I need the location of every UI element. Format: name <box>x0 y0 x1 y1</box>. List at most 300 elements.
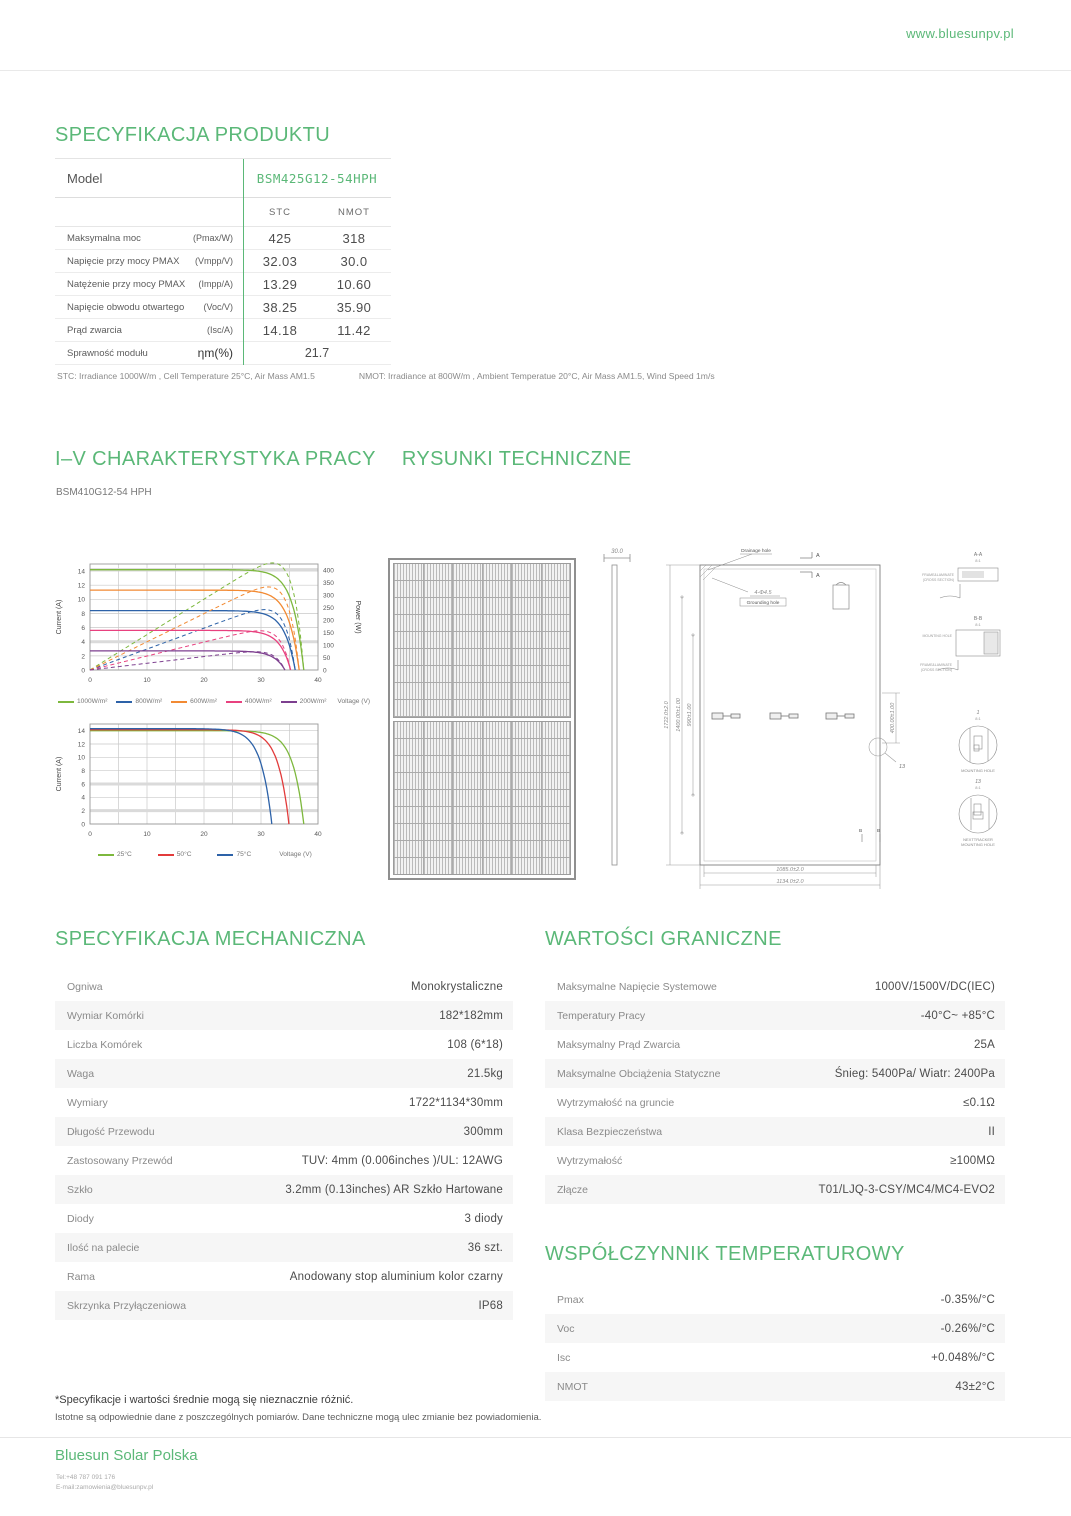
junction-box <box>833 583 849 610</box>
panel-cell <box>483 773 512 789</box>
panel-cell <box>453 564 482 580</box>
detail-bb-scale: 8:1 <box>975 622 981 627</box>
row-value: T01/LJQ-3-CSY/MC4/MC4-EVO2 <box>818 1183 995 1196</box>
row-value: +0.048%/°C <box>931 1351 995 1364</box>
panel-cell <box>483 615 512 631</box>
row-label: Liczba Komórek <box>67 1038 143 1051</box>
section-b-marks <box>862 834 880 842</box>
row-label: Maksymalne Obciążenia Statyczne <box>557 1067 721 1080</box>
detail-aa-caption1: FRAME&LAMINATE <box>922 573 954 577</box>
panel-cell <box>542 858 571 874</box>
side-view <box>604 554 630 865</box>
legend-swatch <box>58 701 74 703</box>
company-name: Bluesun Solar Polska <box>55 1447 198 1464</box>
panel-cell <box>453 683 482 699</box>
mounting-hole-caption: MOUNTING HOLE <box>961 768 995 773</box>
panel-cell <box>453 722 482 738</box>
panel-cell <box>453 700 482 716</box>
green-divider-line <box>243 159 244 365</box>
panel-cell <box>424 773 453 789</box>
svg-text:350: 350 <box>323 580 334 588</box>
corner-hatch <box>700 565 715 580</box>
table-row <box>55 1146 513 1175</box>
svg-text:0: 0 <box>88 831 92 838</box>
spec-table-row: Maksymalna moc (Pmax/W) 425 318 <box>55 227 391 250</box>
svg-text:Current (A): Current (A) <box>56 599 63 635</box>
panel-cell <box>453 581 482 597</box>
footer-divider <box>0 1437 1071 1438</box>
dim-mount-span2-label: 990±1.00 <box>687 703 693 727</box>
svg-text:40: 40 <box>314 677 322 684</box>
panel-cell <box>483 564 512 580</box>
svg-text:250: 250 <box>323 605 334 613</box>
svg-text:10: 10 <box>143 831 151 838</box>
row-label: Voc <box>557 1322 575 1335</box>
value-nmot: 11.42 <box>337 322 371 338</box>
panel-cell <box>453 649 482 665</box>
panel-cell <box>542 632 571 648</box>
panel-cell <box>424 807 453 823</box>
grounding-hole-label: Grounding hole <box>746 601 780 606</box>
panel-cell <box>512 841 541 857</box>
iv-title: I–V CHARAKTERYSTYKA PRACY <box>55 448 376 470</box>
table-row <box>55 1233 513 1262</box>
panel-cell <box>424 858 453 874</box>
legend-item <box>217 851 251 858</box>
legend-swatch <box>171 701 187 703</box>
section-b-left: B <box>859 829 863 834</box>
panel-cell <box>542 790 571 806</box>
panel-cell <box>542 756 571 772</box>
panel-cell <box>512 790 541 806</box>
row-label: Ilość na palecie <box>67 1241 140 1254</box>
panel-cell <box>512 739 541 755</box>
svg-text:8: 8 <box>81 768 85 776</box>
svg-text:8: 8 <box>81 610 85 618</box>
panel-cell <box>394 683 423 699</box>
svg-text:0: 0 <box>81 667 85 675</box>
legend-item <box>171 698 217 705</box>
product-rows <box>55 227 391 365</box>
row-label: Rama <box>67 1270 96 1283</box>
panel-cell <box>483 632 512 648</box>
legend-label: 75°C <box>236 851 252 858</box>
dim-height-label: 1722.0±2.0 <box>664 701 670 729</box>
panel-cell <box>483 824 512 840</box>
detail-13-scale: 8:1 <box>975 785 981 790</box>
panel-cell <box>542 722 571 738</box>
svg-text:4: 4 <box>81 639 85 647</box>
panel-cell <box>512 756 541 772</box>
row-label: Wytrzymałość na gruncie <box>557 1096 675 1109</box>
model-row <box>55 159 391 198</box>
panel-cell <box>453 756 482 772</box>
svg-text:Current (A): Current (A) <box>56 756 63 792</box>
technical-drawing <box>600 540 1071 912</box>
detail-13-ref: 13 <box>899 764 906 770</box>
panel-cell <box>512 564 541 580</box>
panel-cell <box>512 615 541 631</box>
section-a-bottom: A <box>816 573 820 579</box>
value-stc: 32.03 <box>262 253 298 269</box>
panel-cell <box>394 615 423 631</box>
legend-label: 600W/m² <box>190 698 217 705</box>
panel-cell <box>483 756 512 772</box>
nextracker-caption2: MOUNTING HOLE <box>961 842 995 847</box>
table-row <box>545 1030 1005 1059</box>
panel-cell <box>394 666 423 682</box>
panel-cell <box>453 598 482 614</box>
drawings-title: RYSUNKI TECHNICZNE <box>401 448 632 470</box>
table-row <box>55 1030 513 1059</box>
panel-cell <box>453 807 482 823</box>
table-row <box>545 1175 1005 1204</box>
section-title-temp-coeff: WSPÓŁCZYNNIK TEMPERATUROWY <box>545 1243 905 1265</box>
spec-table-row: Prąd zwarcia (Isc/A) 14.18 11.42 <box>55 319 391 342</box>
connector-symbols <box>712 713 854 719</box>
x-axis-label: Voltage (V) <box>337 698 371 705</box>
row-label: Długość Przewodu <box>67 1125 155 1138</box>
panel-cell <box>512 649 541 665</box>
svg-text:300: 300 <box>323 592 334 600</box>
section-title-iv <box>55 448 632 471</box>
spec-table-row: Natężenie przy mocy PMAX (Impp/A) 13.29 10.60 <box>55 273 391 296</box>
iv-temperature-chart-legend <box>98 851 312 858</box>
column-header-row <box>55 198 391 227</box>
detail-mounting-hole-figure <box>959 726 997 764</box>
iv-model-subtitle: BSM410G12-54 HPH <box>56 487 152 498</box>
row-value: TUV: 4mm (0.006inches )/UL: 12AWG <box>301 1154 503 1167</box>
row-value: 3.2mm (0.13inches) AR Szkło Hartowane <box>285 1183 503 1196</box>
panel-cell <box>542 841 571 857</box>
dim-width-inner-label: 1085.0±2.0 <box>776 867 804 873</box>
detail-bb-caption-mount: MOUNTING HOLE <box>922 634 952 638</box>
panel-cell <box>542 666 571 682</box>
panel-cell <box>424 683 453 699</box>
detail-1-scale: 8:1 <box>975 716 981 721</box>
panel-cell <box>483 700 512 716</box>
value-span: 21.7 <box>304 346 330 360</box>
thickness-dim-label: 30.0 <box>611 549 623 555</box>
table-row <box>545 1146 1005 1175</box>
contact-info <box>56 1473 153 1493</box>
row-value: 43±2°C <box>955 1380 995 1393</box>
row-value: 21.5kg <box>467 1067 503 1080</box>
panel-cell <box>512 722 541 738</box>
svg-text:400: 400 <box>323 567 334 575</box>
svg-text:10: 10 <box>77 754 85 762</box>
section-title-product-spec: SPECYFIKACJA PRODUKTU <box>55 124 331 146</box>
disclaimer-line1: *Specyfikacje i wartości średnie mogą się nieznacznie różnić. <box>55 1394 354 1406</box>
legend-label: 50°C <box>176 851 192 858</box>
col-header-nmot: NMOT <box>338 206 370 218</box>
dim-width-outer-label: 1134.0±2.0 <box>776 879 804 885</box>
row-label: Wymiar Komórki <box>67 1009 144 1022</box>
table-row <box>55 1059 513 1088</box>
legend-item <box>281 698 327 705</box>
legend-label: 400W/m² <box>244 698 272 705</box>
svg-text:30: 30 <box>257 677 265 684</box>
svg-text:Power (W): Power (W) <box>354 600 361 634</box>
row-value: -0.26%/°C <box>940 1322 995 1335</box>
legend-label: 800W/m² <box>135 698 163 705</box>
row-value: -40°C~ +85°C <box>920 1009 995 1022</box>
panel-cell <box>424 632 453 648</box>
table-row <box>545 1001 1005 1030</box>
svg-text:14: 14 <box>77 568 85 576</box>
row-label: NMOT <box>557 1380 588 1393</box>
panel-cell <box>453 666 482 682</box>
panel-cell <box>512 666 541 682</box>
panel-cell <box>542 700 571 716</box>
row-value: -0.35%/°C <box>940 1293 995 1306</box>
row-label: Złącze <box>557 1183 588 1196</box>
panel-cell <box>453 615 482 631</box>
panel-cell <box>483 598 512 614</box>
panel-cell <box>394 773 423 789</box>
nmot-footnote: NMOT: Irradiance at 800W/m , Ambient Temperatue 20°C, Air Mass AM1.5, Wind Speed 1m/s <box>358 371 715 381</box>
detail-aa-caption2: (CROSS SECTION) <box>922 578 954 582</box>
panel-cell <box>453 790 482 806</box>
table-row <box>545 1088 1005 1117</box>
panel-cell <box>542 581 571 597</box>
table-row <box>545 1343 1005 1372</box>
row-value: ≥100MΩ <box>950 1154 995 1167</box>
disclaimer-line2: Istotne są odpowiednie dane z poszczególnych pomiarów. Dane techniczne mogą ulec zmianie bez powiadomienia. <box>55 1412 542 1423</box>
svg-text:10: 10 <box>143 677 151 684</box>
svg-text:12: 12 <box>77 582 85 590</box>
table-row <box>55 1117 513 1146</box>
panel-cell <box>512 683 541 699</box>
panel-cell <box>453 858 482 874</box>
row-label: Wymiary <box>67 1096 108 1109</box>
row-value: ≤0.1Ω <box>963 1096 995 1109</box>
model-value: BSM425G12-54HPH <box>256 170 378 186</box>
drainage-leader <box>708 554 772 570</box>
spec-table-row: Sprawność modułu ηm(%) 21.7 <box>55 342 391 365</box>
panel-cell <box>394 858 423 874</box>
detail-aa-label: A-A <box>973 552 983 558</box>
contact-email: E-mail:zamowienia@bluesunpv.pl <box>56 1484 154 1492</box>
panel-cell <box>424 722 453 738</box>
value-nmot: 10.60 <box>336 276 372 292</box>
value-nmot: 35.90 <box>336 299 372 315</box>
iv-power-chart-legend <box>58 698 370 705</box>
section-title-mechanical: SPECYFIKACJA MECHANICZNA <box>55 928 366 950</box>
detail-bb-caption1: FRAME&LAMINATE <box>920 663 952 667</box>
panel-front-view <box>388 558 576 880</box>
panel-cell <box>483 807 512 823</box>
row-label: Diody <box>67 1212 94 1225</box>
table-row <box>545 1285 1005 1314</box>
legend-swatch <box>116 701 132 703</box>
panel-cell <box>424 581 453 597</box>
row-label: Klasa Bezpieczeństwa <box>557 1125 663 1138</box>
legend-item <box>98 851 132 858</box>
row-value: 1000V/1500V/DC(IEC) <box>874 980 995 993</box>
panel-cell <box>453 773 482 789</box>
panel-cell <box>483 858 512 874</box>
svg-text:0: 0 <box>88 677 92 684</box>
x-axis-label: Voltage (V) <box>279 851 312 858</box>
panel-cell <box>424 841 453 857</box>
panel-cell <box>542 598 571 614</box>
contact-tel: Tel:+48 787 091 176 <box>56 1474 116 1481</box>
row-label: Szkło <box>67 1183 93 1196</box>
panel-cell <box>483 739 512 755</box>
row-value: 300mm <box>463 1125 503 1138</box>
panel-cell <box>483 841 512 857</box>
table-row <box>545 1314 1005 1343</box>
row-value: IP68 <box>478 1299 503 1312</box>
svg-text:10: 10 <box>77 596 85 604</box>
section-title-limits: WARTOŚCI GRANICZNE <box>545 928 782 950</box>
detail-bb-label: B-B <box>973 616 983 622</box>
detail-1-label: 1 <box>976 710 980 716</box>
panel-cell <box>394 824 423 840</box>
panel-cell <box>542 773 571 789</box>
row-value: 3 diody <box>464 1212 503 1225</box>
panel-cell <box>453 841 482 857</box>
left-dim-lines <box>666 565 700 865</box>
panel-cell <box>512 700 541 716</box>
svg-text:4: 4 <box>81 794 85 802</box>
table-row <box>55 1291 513 1320</box>
svg-text:50: 50 <box>323 654 331 662</box>
svg-text:2: 2 <box>81 653 85 661</box>
svg-text:12: 12 <box>77 741 85 749</box>
legend-swatch <box>158 854 174 856</box>
panel-cell <box>424 739 453 755</box>
svg-text:40: 40 <box>314 831 322 838</box>
panel-cell <box>542 807 571 823</box>
panel-cell <box>394 739 423 755</box>
panel-cell <box>542 824 571 840</box>
value-nmot: 30.0 <box>340 253 368 269</box>
value-stc: 13.29 <box>262 276 298 292</box>
panel-cell <box>424 790 453 806</box>
table-row <box>55 1262 513 1291</box>
limit-values-table <box>545 972 1005 1204</box>
test-conditions-footnote <box>57 371 715 381</box>
svg-text:30: 30 <box>257 831 265 838</box>
panel-cell <box>424 598 453 614</box>
value-stc: 38.25 <box>262 299 298 315</box>
panel-cell <box>394 807 423 823</box>
panel-cell <box>394 722 423 738</box>
panel-cell <box>394 756 423 772</box>
temp-coeff-table <box>545 1285 1005 1401</box>
row-label: Pmax <box>557 1293 584 1306</box>
panel-cell <box>542 683 571 699</box>
spec-table-row: Napięcie obwodu otwartego (Voc/V) 38.25 35.90 <box>55 296 391 319</box>
row-value: 25A <box>973 1038 995 1051</box>
row-label: Maksymalne Napięcie Systemowe <box>557 980 717 993</box>
legend-label: 25°C <box>117 851 132 858</box>
svg-text:20: 20 <box>200 677 208 684</box>
header-divider <box>0 70 1071 71</box>
legend-label: 1000W/m² <box>77 698 108 705</box>
panel-cell <box>512 858 541 874</box>
table-row <box>55 1204 513 1233</box>
panel-cell <box>424 824 453 840</box>
value-stc: 425 <box>268 230 292 246</box>
panel-cell <box>424 564 453 580</box>
nextracker-caption1: NEXTTRACKER <box>963 837 993 842</box>
panel-cell <box>512 581 541 597</box>
mechanical-spec-table <box>55 972 513 1320</box>
table-row <box>545 1372 1005 1401</box>
stc-footnote: STC: Irradiance 1000W/m , Cell Temperature 25°C, Air Mass AM1.5 <box>57 371 315 381</box>
iv-temperature-chart <box>50 716 372 848</box>
panel-cell <box>394 632 423 648</box>
website-link[interactable]: www.bluesunpv.pl <box>906 26 1014 41</box>
holes-dim-label: 4-Φ4.5 <box>754 590 772 596</box>
row-label: Skrzynka Przyłączeniowa <box>67 1299 187 1312</box>
panel-cell <box>394 564 423 580</box>
row-value: Śnieg: 5400Pa/ Wiatr: 2400Pa <box>834 1067 995 1080</box>
panel-cell <box>394 700 423 716</box>
table-row <box>545 1059 1005 1088</box>
legend-item <box>116 698 162 705</box>
row-value: 108 (6*18) <box>447 1038 503 1051</box>
table-row <box>55 972 513 1001</box>
svg-text:0: 0 <box>323 667 327 675</box>
detail-nextracker-figure <box>959 795 997 833</box>
section-b-right: B <box>877 829 881 834</box>
svg-text:200: 200 <box>323 617 334 625</box>
product-spec-table <box>55 158 391 365</box>
legend-swatch <box>226 701 242 703</box>
panel-cell <box>542 615 571 631</box>
panel-cell <box>512 824 541 840</box>
panel-cell <box>453 739 482 755</box>
table-row <box>545 972 1005 1001</box>
legend-item <box>226 698 272 705</box>
panel-cell <box>424 615 453 631</box>
panel-cell <box>394 790 423 806</box>
legend-swatch <box>217 854 233 856</box>
svg-text:150: 150 <box>323 629 334 637</box>
col-header-stc: STC <box>269 206 291 218</box>
svg-text:6: 6 <box>81 781 85 789</box>
panel-cell <box>424 649 453 665</box>
legend-item <box>58 698 107 705</box>
panel-cell <box>542 739 571 755</box>
detail-13-label: 13 <box>975 779 981 785</box>
svg-text:6: 6 <box>81 625 85 632</box>
panel-half <box>393 563 571 718</box>
svg-text:100: 100 <box>323 642 334 650</box>
table-row <box>55 1001 513 1030</box>
panel-cell <box>394 841 423 857</box>
row-value: 36 szt. <box>467 1241 503 1254</box>
panel-cell <box>512 632 541 648</box>
row-label: Isc <box>557 1351 571 1364</box>
row-label: Waga <box>67 1067 95 1080</box>
panel-cell <box>394 649 423 665</box>
panel-cell <box>512 598 541 614</box>
panel-cell <box>424 700 453 716</box>
row-value: 182*182mm <box>439 1009 503 1022</box>
row-label: Ogniwa <box>67 980 103 993</box>
panel-cell <box>453 824 482 840</box>
row-label: Maksymalny Prąd Zwarcia <box>557 1038 681 1051</box>
panel-half <box>393 721 571 876</box>
panel-cell <box>394 581 423 597</box>
table-row <box>55 1175 513 1204</box>
panel-cell <box>483 666 512 682</box>
